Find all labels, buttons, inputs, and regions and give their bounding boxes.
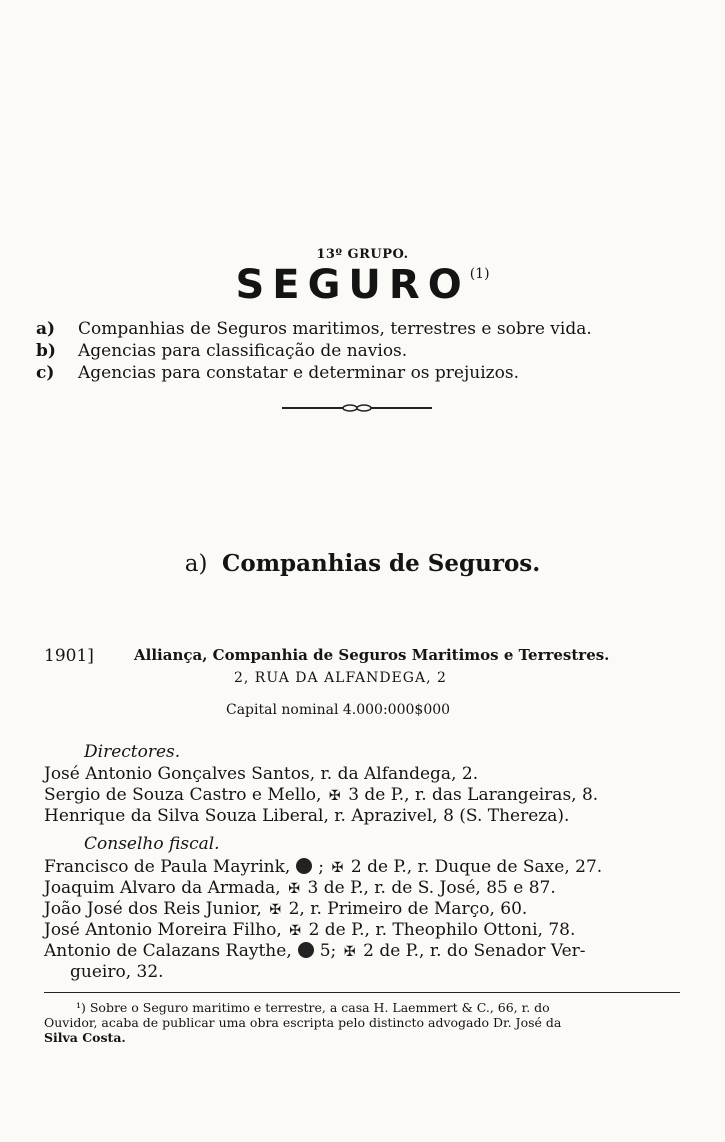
- category-b: b) Agencias para classificação de navios.: [36, 341, 408, 361]
- medal-icon: [296, 858, 312, 874]
- category-a: a) Companhias de Seguros maritimos, terrestres e sobre vida.: [36, 319, 592, 339]
- cross-icon: ✠: [343, 944, 356, 960]
- council-line-continuation: gueiro, 32.: [70, 962, 164, 982]
- director-line: José Antonio Gonçalves Santos, r. da Alfandega, 2.: [44, 764, 479, 784]
- company-address: 2, RUA DA ALFANDEGA, 2: [234, 670, 447, 686]
- page-title: [0, 262, 725, 308]
- council-label: Conselho fiscal.: [84, 834, 220, 854]
- council-line: Joaquim Alvaro da Armada, ✠ 3 de P., r. de S. José, 85 e 87.: [44, 878, 556, 898]
- entry-number: 1901]: [44, 646, 94, 666]
- cross-icon: ✠: [331, 860, 344, 876]
- footnote-line: Silva Costa.: [44, 1030, 126, 1045]
- cross-icon: ✠: [288, 881, 300, 897]
- company-name: Alliança, Companhia de Seguros Maritimos e Terrestres.: [134, 646, 610, 664]
- group-number: 13º GRUPO.: [316, 247, 409, 262]
- footnote-line: ¹) Sobre o Seguro maritimo e terrestre, a casa H. Laemmert & C., 66, r. do: [76, 1000, 550, 1015]
- section-heading: a) Companhias de Seguros.: [184, 550, 541, 577]
- title-text: SEGURO: [235, 262, 470, 308]
- title-footnote-ref: (1): [469, 266, 490, 282]
- footnote-divider: [44, 992, 680, 993]
- council-line: José Antonio Moreira Filho, ✠ 2 de P., r. Theophilo Ottoni, 78.: [44, 920, 576, 940]
- medal-icon: [298, 942, 314, 958]
- council-line: Antonio de Calazans Raythe, 5; ✠ 2 de P., r. do Senador Ver-: [44, 941, 586, 961]
- council-line: João José dos Reis Junior, ✠ 2, r. Primeiro de Março, 60.: [44, 899, 528, 919]
- council-line: Francisco de Paula Mayrink, ; ✠ 2 de P., r. Duque de Saxe, 27.: [44, 857, 603, 877]
- ornament-rule: [282, 402, 432, 414]
- cross-icon: ✠: [328, 788, 341, 804]
- director-line: Sergio de Souza Castro e Mello, ✠ 3 de P., r. das Larangeiras, 8.: [44, 785, 599, 805]
- footnote-line: Ouvidor, acaba de publicar uma obra escripta pelo distincto advogado Dr. José da: [44, 1015, 562, 1030]
- directors-label: Directores.: [84, 742, 181, 762]
- cross-icon: ✠: [269, 902, 282, 918]
- cross-icon: ✠: [289, 923, 302, 939]
- category-c: c) Agencias para constatar e determinar os prejuizos.: [36, 363, 519, 383]
- director-line: Henrique da Silva Souza Liberal, r. Aprazivel, 8 (S. Thereza).: [44, 806, 570, 826]
- company-capital: Capital nominal 4.000:000$000: [226, 702, 451, 718]
